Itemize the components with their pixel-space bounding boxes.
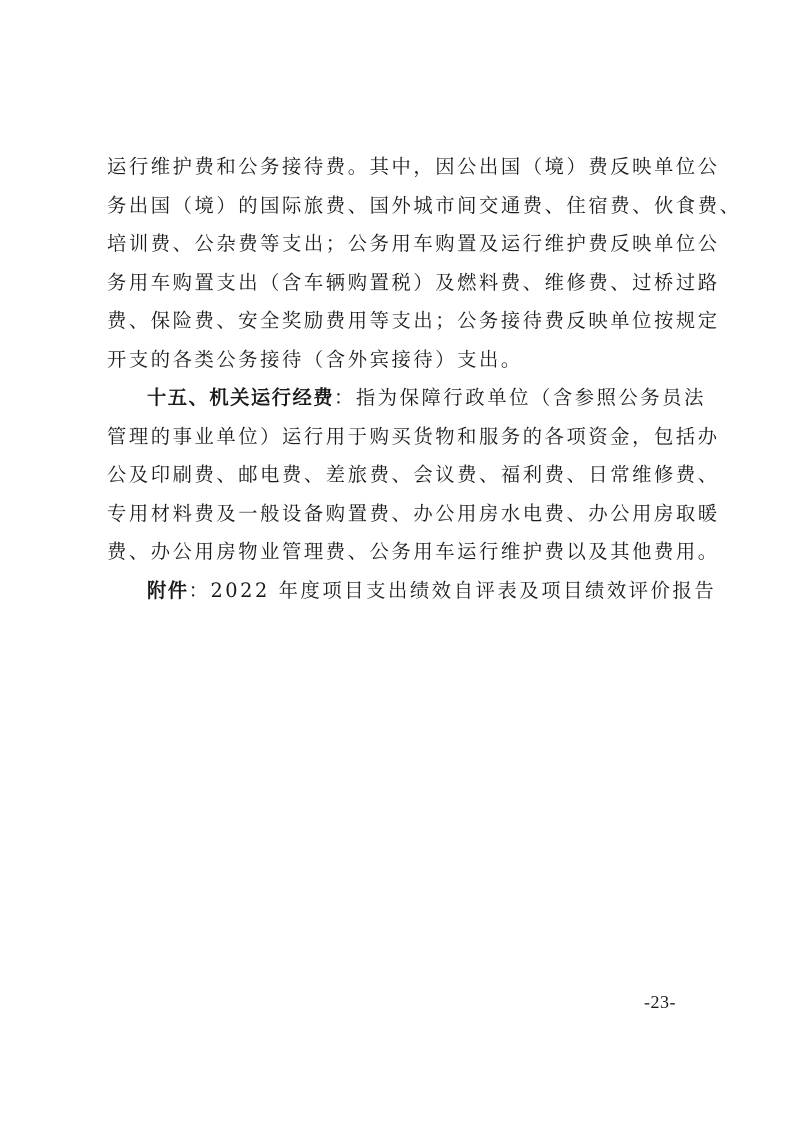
attachment-text: ：2022 年度项目支出绩效自评表及项目绩效评价报告 — [188, 578, 717, 602]
section-15-text: ：指为保障行政单位（含参照公务员法 — [334, 386, 707, 409]
text-line: 费、保险费、安全奖励费用等支出；公务接待费反映单位按规定 — [107, 309, 720, 332]
text-line: 务出国（境）的国际旅费、国外城市间交通费、住宿费、伙食费、 — [107, 193, 742, 217]
page-number: -23- — [644, 992, 676, 1012]
text-line: 开支的各类公务接待（含外宾接待）支出。 — [107, 347, 523, 371]
text-line: 务用车购置支出（含车辆购置税）及燃料费、维修费、过桥过路 — [107, 270, 720, 294]
attachment-line — [107, 572, 717, 611]
text-line: 运行维护费和公务接待费。其中，因公出国（境）费反映单位公 — [107, 155, 720, 178]
text-line: 专用材料费及一般设备购置费、办公用房水电费、办公用房取暖 — [107, 501, 720, 525]
body-text — [107, 148, 742, 610]
text-line: 管理的事业单位）运行用于购买货物和服务的各项资金，包括办 — [107, 424, 720, 448]
text-line: 公及印刷费、邮电费、差旅费、会议费、福利费、日常维修费、 — [107, 463, 720, 486]
text-line: 培训费、公杂费等支出；公务用车购置及运行维护费反映单位公 — [107, 232, 720, 255]
section-15-heading: 十五、机关运行经费 — [147, 386, 335, 409]
attachment-heading: 附件 — [147, 578, 189, 602]
section-15-first-line — [107, 379, 707, 418]
text-line: 费、办公用房物业管理费、公务用车运行维护费以及其他费用。 — [107, 540, 720, 563]
